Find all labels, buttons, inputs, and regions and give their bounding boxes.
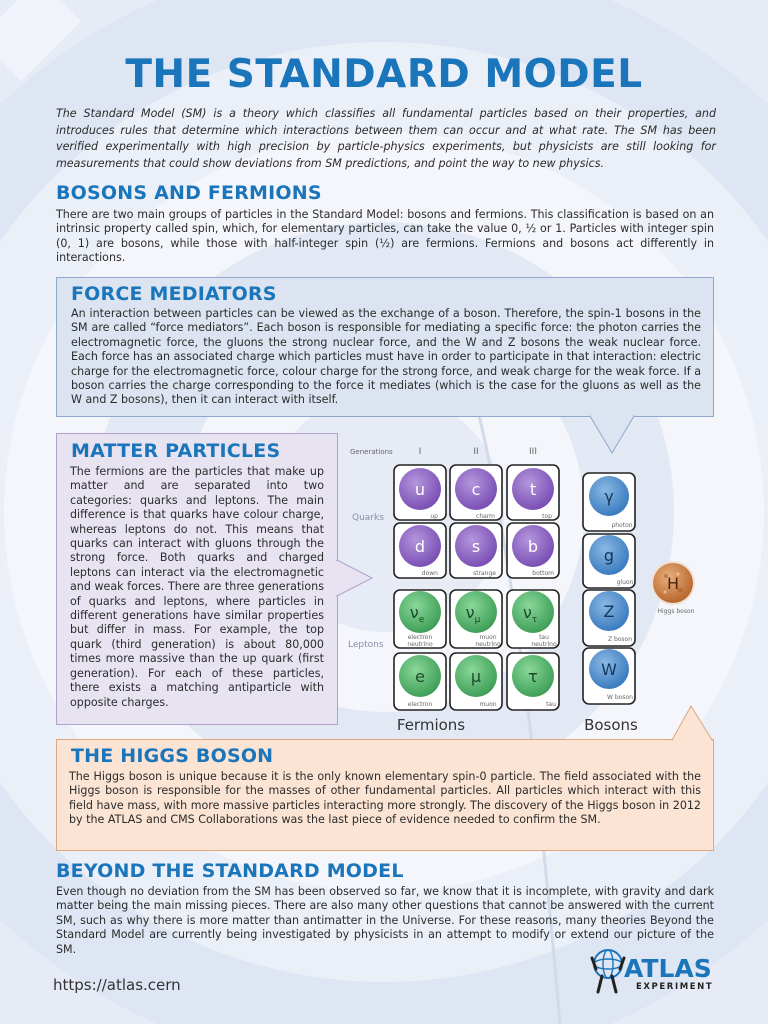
svg-text:u: u xyxy=(414,480,426,499)
svg-text:νe: $\nu_e$ xyxy=(409,603,425,625)
particle-cell-strange xyxy=(450,523,502,578)
svg-text:bottom: bottom xyxy=(532,570,554,577)
beyond-text: Even though no deviation from the SM has been observed so far, we know that it is incomplete, with gravity and dark matter being the main missing pieces. There are also many other questions that cannot be answered with the current SM, such as why there is more matter than antimatter in the Universe. For these reasons, many theories Beyond the Standard Model are currently being investigated by physicists in an attempt to modify or extend our picture of the SM. xyxy=(56,885,714,956)
page-title: THE STANDARD MODEL xyxy=(125,52,643,97)
particle-cell-z-boson xyxy=(583,590,635,646)
particle-cell-w-boson xyxy=(583,648,635,704)
particle-table-diagram xyxy=(338,438,708,738)
svg-text:electron: electron xyxy=(407,634,433,641)
svg-text:tau: tau xyxy=(539,634,549,641)
generation-label: I xyxy=(418,447,422,457)
svg-text:top: top xyxy=(542,513,552,520)
fermions-label: Fermions xyxy=(396,716,466,734)
particle-cell-muon-neutrino xyxy=(450,590,502,648)
quarks-label: Quarks xyxy=(352,513,384,523)
particle-cell-up xyxy=(394,465,446,520)
logo-subtitle: EXPERIMENT xyxy=(636,982,714,992)
particle-cell-photon xyxy=(583,473,635,531)
svg-text:neutrino: neutrino xyxy=(407,641,433,648)
higgs-text: The Higgs boson is unique because it is the only known elementary spin-0 particle. The field associated with the Higgs boson is responsible for the masses of other fundamental particles. All particles which interact with this field have mass, with more massive particles interacting more strongly. The discovery of the Higgs boson in 2012 by the ATLAS and CMS Collaborations was the last piece of evidence needed to confirm the SM. xyxy=(69,770,701,827)
svg-text:τ: τ xyxy=(528,667,538,686)
svg-text:b: b xyxy=(527,537,539,556)
svg-text:up: up xyxy=(430,513,438,520)
matter-particles-box xyxy=(56,433,338,725)
website-link[interactable]: https://atlas.cern xyxy=(53,976,181,994)
svg-text:Higgs boson: Higgs boson xyxy=(657,608,695,615)
svg-text:muon: muon xyxy=(479,701,497,708)
svg-text:Z: Z xyxy=(603,602,615,621)
particle-cell-charm xyxy=(450,465,502,520)
svg-text:W boson: W boson xyxy=(607,694,633,701)
matter-particles-heading: MATTER PARTICLES xyxy=(71,440,281,462)
svg-text:muon: muon xyxy=(479,634,497,641)
particle-cell-muon xyxy=(450,653,502,710)
higgs-box-pointer xyxy=(668,705,718,741)
svg-text:down: down xyxy=(421,570,438,577)
higgs-boson-box xyxy=(56,739,714,851)
particle-cell-higgs xyxy=(651,561,695,615)
bosons-fermions-heading: BOSONS AND FERMIONS xyxy=(56,182,322,204)
particle-cell-down xyxy=(394,523,446,578)
particle-cell-gluon xyxy=(583,534,635,588)
svg-text:gluon: gluon xyxy=(616,579,634,586)
svg-text:t: t xyxy=(529,480,537,499)
particle-cell-electron xyxy=(394,653,446,710)
leptons-label: Leptons xyxy=(348,640,384,650)
svg-text:neutrino: neutrino xyxy=(475,641,501,648)
force-mediators-heading: FORCE MEDIATORS xyxy=(71,283,277,305)
svg-text:ντ: $\nu_\tau$ xyxy=(522,603,538,625)
matter-particles-text: The fermions are the particles that make up matter and are separated into two categories: quarks and leptons. The main difference is that quarks have colour charge, whereas leptons do not. This means that quarks can interact with gluons through the strong force. Both quarks and charged leptons can interact via the electromagnetic and weak forces. There are three generations of quarks and leptons, where particles in different generations have similar properties but differ in mass. For example, the top quark (third generation) is about 80,000 times more massive than the up quark (first generation). For each of these particles, there exists a matching antiparticle with opposite charges. xyxy=(70,465,324,709)
svg-text:charm: charm xyxy=(476,513,495,520)
bosons-fermions-text: There are two main groups of particles in the Standard Model: bosons and fermions. This classification is based on an intrinsic property called spin, which, for elementary particles, can take the value 0, ½ or 1. Particles with integer spin (0, 1) are bosons, while those with half-integer spin (½) are fermions. Fermions and bosons act differently in interactions. xyxy=(56,208,714,265)
generation-label: III xyxy=(529,447,537,457)
svg-text:electron: electron xyxy=(407,701,433,708)
svg-text:strange: strange xyxy=(473,570,496,577)
particle-cell-tau xyxy=(507,653,559,710)
particle-cell-tau-neutrino xyxy=(507,590,559,648)
svg-text:photon: photon xyxy=(611,522,633,529)
svg-text:s: s xyxy=(471,537,481,556)
svg-text:d: d xyxy=(414,537,426,556)
svg-text:e: e xyxy=(415,667,425,686)
force-mediators-text: An interaction between particles can be viewed as the exchange of a boson. Therefore, the spin-1 bosons in the SM are called “force mediators”. Each boson is responsible for mediating a specific force: the photon carries the electromagnetic force, the gluons the strong nuclear force, and the W and Z bosons the weak nuclear force. Each force has an associated charge which particles must have in order to participate in that interaction: electric charge for the electromagnetic force, colour charge for the strong force, and weak charge for the weak force. If a boson carries the charge corresponding to the force it mediates (which is the case for the gluons as well as the W and Z bosons), then it can interact with itself. xyxy=(71,307,701,407)
svg-text:tau: tau xyxy=(546,701,556,708)
bosons-label: Bosons xyxy=(584,716,638,734)
particle-cell-top xyxy=(507,465,559,520)
higgs-heading: THE HIGGS BOSON xyxy=(71,745,274,767)
svg-text:νμ: $\nu_\mu$ xyxy=(465,603,481,625)
svg-text:W: W xyxy=(601,660,617,679)
atlas-logo xyxy=(590,944,715,996)
beyond-heading: BEYOND THE STANDARD MODEL xyxy=(56,860,404,882)
svg-text:c: c xyxy=(471,480,481,499)
svg-text:H: H xyxy=(666,574,680,593)
svg-text:γ: γ xyxy=(604,487,614,506)
particle-cell-electron-neutrino xyxy=(394,590,446,648)
svg-text:neutrino: neutrino xyxy=(531,641,557,648)
force-mediators-box xyxy=(56,277,714,417)
svg-text:μ: μ xyxy=(470,667,482,686)
particle-cell-bottom xyxy=(507,523,559,578)
intro-paragraph: The Standard Model (SM) is a theory which classifies all fundamental particles based on their properties, and introduces rules that determine which interactions between them can occur and at what rate. The SM has been verified experimentally with high precision by particle-physics experiments, but physicists are still looking for measurements that could show deviations from SM predictions, and point the way to new physics. xyxy=(56,107,716,170)
logo-wordmark: ATLAS xyxy=(624,954,712,983)
svg-text:Z boson: Z boson xyxy=(607,636,633,643)
generations-label: Generations xyxy=(350,448,393,456)
generation-label: II xyxy=(473,447,479,457)
svg-text:g: g xyxy=(603,546,615,565)
